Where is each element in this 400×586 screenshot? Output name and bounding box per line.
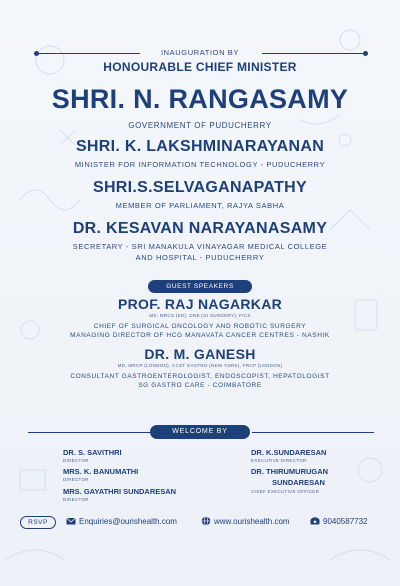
dignitary-1-name: SHRI. K. LAKSHMINARAYANAN — [75, 138, 325, 155]
dignitary-1-title: MINISTER FOR INFORMATION TECHNOLOGY - PUDUCHERRY — [74, 160, 326, 169]
website-text[interactable]: www.ourishealth.com — [214, 517, 290, 526]
welcome-line-left — [28, 432, 150, 433]
welcome-left-1-name: DR. S. SAVITHRI — [63, 448, 122, 457]
speaker-1-name: PROF. RAJ NAGARKAR — [117, 296, 283, 312]
inauguration-label: INAUGURATION BY — [160, 48, 240, 57]
email-icon — [66, 516, 76, 526]
welcome-left-3-name: MRS. GAYATHRI SUNDARESAN — [63, 487, 177, 496]
chief-minister-name: SHRI. N. RANGASAMY — [51, 84, 349, 114]
welcome-left-1-role: DIRECTOR — [63, 458, 89, 463]
welcome-right-1-role: EXECUTIVE DIRECTOR — [251, 458, 307, 463]
honourable-label: HONOURABLE CHIEF MINISTER — [103, 60, 297, 74]
dignitary-3-name: DR. KESAVAN NARAYANASAMY — [72, 220, 328, 237]
dignitary-2-name: SHRI.S.SELVAGANAPATHY — [92, 179, 308, 196]
welcome-left-3-role: DIRECTOR — [63, 497, 89, 502]
welcome-right-2-name-line1: DR. THIRUMURUGAN — [251, 467, 329, 476]
speaker-1-line2: MANAGING DIRECTOR OF HCG MANAVATA CANCER CENTRES - NASHIK — [70, 332, 330, 339]
speaker-1-line1: CHIEF OF SURGICAL ONCOLOGY AND ROBOTIC SURGERY — [93, 323, 307, 330]
phone-icon — [310, 516, 320, 526]
welcome-left-2-name: MRS. K. BANUMATHI — [63, 467, 139, 476]
speaker-2-degrees: MD, MRCP (LONDON), CCST GASTRO (NEW YORK), FRCP (LONDON) — [117, 363, 283, 368]
dignitary-3-title-line1: SECRETARY - SRI MANAKULA VINAYAGAR MEDICAL COLLEGE — [72, 242, 328, 251]
speaker-2-name: DR. M. GANESH — [144, 346, 256, 362]
welcome-line-right — [252, 432, 374, 433]
speaker-1-degrees: MS, MRCS (ED), DNB (GI SURGERY), FICS — [149, 313, 251, 318]
dignitary-3-title-line2: AND HOSPITAL - PUDUCHERRY — [135, 253, 265, 262]
welcome-right-2-role: CHIEF EXECUTIVE OFFICER — [251, 489, 320, 494]
speaker-2-line2: SG GASTRO CARE - COIMBATORE — [138, 382, 262, 389]
speaker-2-line1: CONSULTANT GASTROENTEROLOGIST, ENDOSCOPIST, HEPATOLOGIST — [70, 373, 330, 380]
globe-icon — [201, 516, 211, 526]
welcome-by-badge: WELCOME BY — [150, 425, 250, 439]
welcome-right-2-name-line2: SUNDARESAN — [272, 478, 325, 487]
email-item[interactable] — [66, 516, 177, 528]
rsvp-badge: RSVP — [20, 516, 56, 529]
footer-bar — [20, 514, 380, 530]
welcome-left-2-role: DIRECTOR — [63, 477, 89, 482]
guest-speakers-badge: GUEST SPEAKERS — [148, 280, 252, 293]
chief-minister-org: GOVERNMENT OF PUDUCHERRY — [128, 121, 272, 130]
dignitary-2-title: MEMBER OF PARLIAMENT, RAJYA SABHA — [115, 201, 285, 210]
phone-item[interactable] — [310, 516, 368, 528]
email-text[interactable]: Enquiries@ourishealth.com — [79, 517, 177, 526]
website-item[interactable] — [201, 516, 290, 528]
phone-text[interactable]: 9040587732 — [323, 517, 368, 526]
welcome-right-1-name: DR. K.SUNDARESAN — [251, 448, 327, 457]
